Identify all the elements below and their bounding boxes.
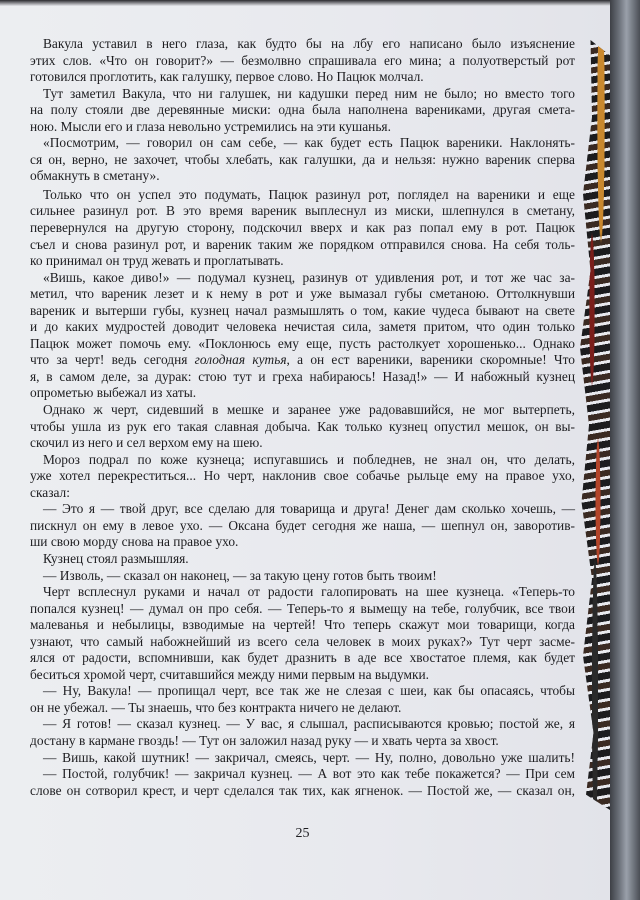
text-line	[30, 135, 575, 152]
text-line	[30, 369, 575, 386]
text-line	[30, 750, 575, 767]
text-segment: сильнее разинул рот. В это время вареник выплеснул из миски, шлепнулся в сметану,	[30, 203, 575, 219]
text-segment: узнают, что самый набожнейший из всего села человек в моих руках?» Тут черт засме-	[30, 633, 575, 649]
text-segment: вареник и вытерши губы, кузнец начал размышлять о том, какие чудеса бывают на свете	[30, 302, 575, 318]
text-segment: ялся от радости, вспомнивши, как будет дразнить в аде все хвостатое племя, как будет	[30, 650, 575, 666]
text-segment: Пацюк может помочь ему. «Поклонюсь ему еще, пусть растолкует хорошенько... Однако	[30, 335, 575, 351]
text-line	[30, 716, 575, 733]
text-segment: беситься хромой черт, считавшийся между ними первым на выдумки.	[30, 666, 430, 682]
text-segment: ся он, верно, не захочет, чтобы хлебать, как галушки, да и нельзя: нужно вареник сперва	[30, 151, 575, 167]
text-segment: — Я готов! — сказал кузнец. — У вас, я слышал, расписываются кровью; постой же, я	[43, 716, 575, 732]
text-segment: и до каких мудростей доводит человека нечистая сила, заметя притом, что один только	[30, 319, 575, 335]
text-segment: — Ну, Вакула! — пропищал черт, все так же не слезая с шеи, как бы опасаясь, чтобы	[43, 683, 575, 699]
text-line	[30, 303, 575, 320]
text-line	[30, 667, 575, 684]
text-line	[30, 352, 575, 369]
text-segment: я, в самом деле, за дурак: стою тут и греха набираюсь! Назад!» — И набожный кузнец	[30, 368, 575, 384]
text-line	[30, 336, 575, 353]
text-segment: обмакнуть в сметану».	[30, 168, 160, 184]
book-edge	[610, 0, 640, 900]
text-line	[30, 650, 575, 667]
text-line	[30, 168, 575, 185]
text-segment: — Вишь, какой шутник! — закричал, смеясь, черт. — Ну, полно, довольно уже шалить!	[43, 749, 575, 765]
text-line	[30, 319, 575, 336]
text-line	[30, 270, 575, 287]
text-segment: скочил из него и сел верхом ему на шею.	[30, 435, 263, 451]
text-segment: «Посмотрим, — говорил он сам себе, — как будет есть Пацюк вареники. Наклонять-	[43, 135, 575, 151]
text-line	[30, 86, 575, 103]
text-line	[30, 253, 575, 270]
text-line	[30, 700, 575, 717]
text-line	[30, 568, 575, 585]
text-segment: уже хотел перекреститься... Но черт, наклонив свое собачье рыльце ему на правое ухо,	[30, 468, 575, 484]
text-segment: , а он ест вареники, вареники скоромные! Что	[286, 352, 575, 368]
text-line	[30, 53, 575, 70]
text-segment: съел и снова разинул рот, и вареник таким же порядком отправился снова. На себя толь-	[30, 236, 575, 252]
text-segment: — Это я — твой друг, все сделаю для товарища и друга! Денег дам сколько хочешь, —	[43, 501, 575, 517]
italic-term: голодная кутья	[194, 352, 287, 368]
text-line	[30, 468, 575, 485]
text-segment: готовился проглотить, как галушку, первое слово. Но Пацюк молчал.	[30, 69, 424, 85]
text-line	[30, 683, 575, 700]
text-line	[30, 551, 575, 568]
page-number: 25	[295, 826, 310, 842]
text-line	[30, 385, 575, 402]
text-line	[30, 617, 575, 634]
text-segment: — Изволь, — сказал он наконец, — за такую цену готов быть твоим!	[43, 567, 437, 583]
scan-shadow	[0, 0, 640, 6]
text-line	[30, 237, 575, 254]
text-line	[30, 220, 575, 237]
text-segment: метил, что вареник лезет и к нему в рот и уже вымазал губы сметаною. Оттолкнувши	[30, 286, 575, 302]
text-segment: Кузнец стоял размышляя.	[43, 550, 189, 566]
text-line	[30, 435, 575, 452]
text-segment: ко принимал он труд жевать и проглатывать.	[30, 253, 284, 269]
text-segment: ною. Мысли его и глаза невольно устремились на эти кушанья.	[30, 118, 391, 134]
text-segment: сказал:	[30, 484, 70, 500]
text-line	[30, 119, 575, 136]
text-segment: малеванья и небылицы, взводимые на чертей! Что теперь скажут мои товарищи, когда	[30, 617, 575, 633]
text-line	[30, 152, 575, 169]
text-line	[30, 203, 575, 220]
text-line	[30, 102, 575, 119]
text-line	[30, 733, 575, 750]
text-segment: попался кузнец! — думал он про себя. — Теперь-то я вымещу на тебе, голубчик, все твои	[30, 600, 575, 616]
text-line	[30, 286, 575, 303]
text-line	[30, 601, 575, 618]
text-line	[30, 187, 575, 204]
text-segment: Мороз подрал по коже кузнеца; испугавшись и побледнев, не знал он, что делать,	[43, 451, 575, 467]
text-segment: перевернулся на другую сторону, подскочил вверх и как раз попал ему в рот. Пацюк	[30, 220, 575, 236]
text-segment: чтобы ушла из рук его такая славная добыча. Как только кузнец опустил мешок, он вы-	[30, 418, 575, 434]
text-line	[30, 69, 575, 86]
page-content	[30, 36, 575, 843]
text-segment: он не убежал. — Ты знаешь, что без контракта ничего не делают.	[30, 699, 402, 715]
text-line	[30, 452, 575, 469]
text-segment: достану в кармане гвоздь! — Тут он заложил назад руку — и хвать черта за хвост.	[30, 732, 499, 748]
text-segment: — Постой, голубчик! — закричал кузнец. — А вот это как тебе покажется? — При сем	[43, 766, 575, 782]
body-text	[30, 36, 575, 799]
text-line	[30, 783, 575, 800]
text-segment: Вакула уставил в него глаза, как будто бы на лбу его написано было изъяснение	[43, 36, 575, 51]
text-line	[30, 36, 575, 53]
text-segment: «Вишь, какое диво!» — подумал кузнец, разинув от удивления рот, и тот же час за-	[43, 269, 575, 285]
text-segment: Только что он успел это подумать, Пацюк разинул рот, поглядел на вареники и еще	[43, 186, 575, 202]
text-line	[30, 485, 575, 502]
text-segment: Тут заметил Вакула, что ни галушек, ни кадушки перед ним не было; но вместо того	[43, 85, 575, 101]
text-line	[30, 518, 575, 535]
text-line	[30, 766, 575, 783]
text-line	[30, 501, 575, 518]
text-segment: слове он сотворил крест, и черт сделался так тих, как ягненок. — Постой же, — сказал он,	[30, 782, 575, 798]
text-segment: ши свою морду снова на правое ухо.	[30, 534, 239, 550]
text-line	[30, 402, 575, 419]
text-segment: этих слов. «Что он говорит?» — безмолвно спрашивала его мина; а полуотверстый рот	[30, 52, 575, 68]
text-line	[30, 419, 575, 436]
text-segment: опрометью выбежал из хаты.	[30, 385, 197, 401]
text-segment: Однако ж черт, сидевший в мешке и заранее уже радовавшийся, не мог вытерпеть,	[43, 402, 575, 418]
text-segment: на полу стояли две деревянные миски: одна была наполнена варениками, другая смета-	[30, 102, 575, 118]
text-segment: Черт всплеснул руками и начал от радости галопировать на шее кузнеца. «Теперь-то	[43, 584, 575, 600]
text-line	[30, 584, 575, 601]
text-line	[30, 534, 575, 551]
text-line	[30, 634, 575, 651]
text-segment: пискнул он ему в левое ухо. — Оксана будет сегодня же наша, — шепнул он, заворотив-	[30, 517, 575, 533]
text-segment: что за черт! ведь сегодня	[30, 352, 195, 368]
